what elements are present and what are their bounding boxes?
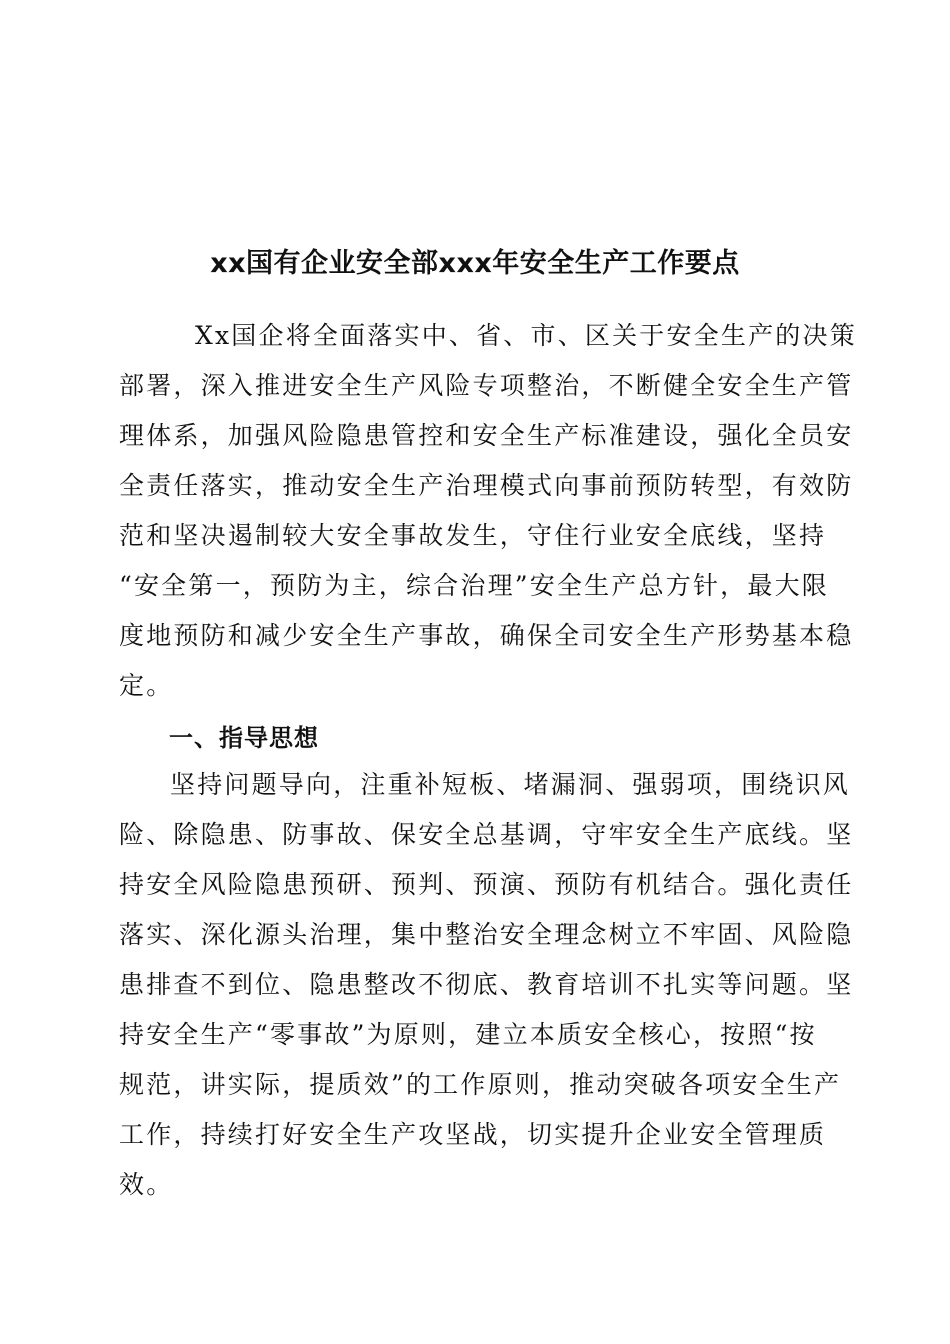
section-heading-guiding-ideology: 一、指导思想 [169, 724, 319, 752]
paragraph-line: 效。 [119, 1170, 174, 1199]
paragraph-line: “安全第一，预防为主，综合治理”安全生产总方针，最大限 [119, 571, 829, 600]
paragraph-line: 工作，持续打好安全生产攻坚战，切实提升企业安全管理质 [119, 1120, 827, 1149]
paragraph-line: Xx国企将全面落实中、省、市、区关于安全生产的决策 [195, 321, 857, 350]
paragraph-line: 持安全生产“零事故”为原则，建立本质安全核心，按照“按 [119, 1020, 817, 1049]
paragraph-line: 全责任落实，推动安全生产治理模式向事前预防转型，有效防 [119, 471, 854, 500]
paragraph-line: 患排查不到位、隐患整改不彻底、教育培训不扎实等问题。坚 [119, 970, 854, 999]
paragraph-line: 持安全风险隐患预研、预判、预演、预防有机结合。强化责任 [119, 870, 854, 899]
paragraph-line: 度地预防和减少安全生产事故，确保全司安全生产形势基本稳 [119, 621, 854, 650]
paragraph-line: 规范，讲实际，提质效”的工作原则，推动突破各项安全生产 [119, 1070, 842, 1099]
paragraph-line: 定。 [119, 671, 174, 700]
document-title: xx国有企业安全部xxx年安全生产工作要点 [210, 248, 740, 279]
paragraph-line: 理体系，加强风险隐患管控和安全生产标准建设，强化全员安 [119, 421, 854, 450]
intro-paragraph [119, 311, 857, 711]
paragraph-line: 险、除隐患、防事故、保安全总基调，守牢安全生产底线。坚 [119, 820, 854, 849]
paragraph-line: 部署，深入推进安全生产风险专项整治，不断健全安全生产管 [119, 371, 854, 400]
paragraph-line: 落实、深化源头治理，集中整治安全理念树立不牢固、风险隐 [119, 920, 854, 949]
paragraph-line: 范和坚决遏制较大安全事故发生，守住行业安全底线，坚持 [119, 521, 827, 550]
paragraph-line: 坚持问题导向，注重补短板、堵漏洞、强弱项，围绕识风 [170, 770, 851, 799]
guiding-ideology-paragraph [119, 760, 854, 1210]
